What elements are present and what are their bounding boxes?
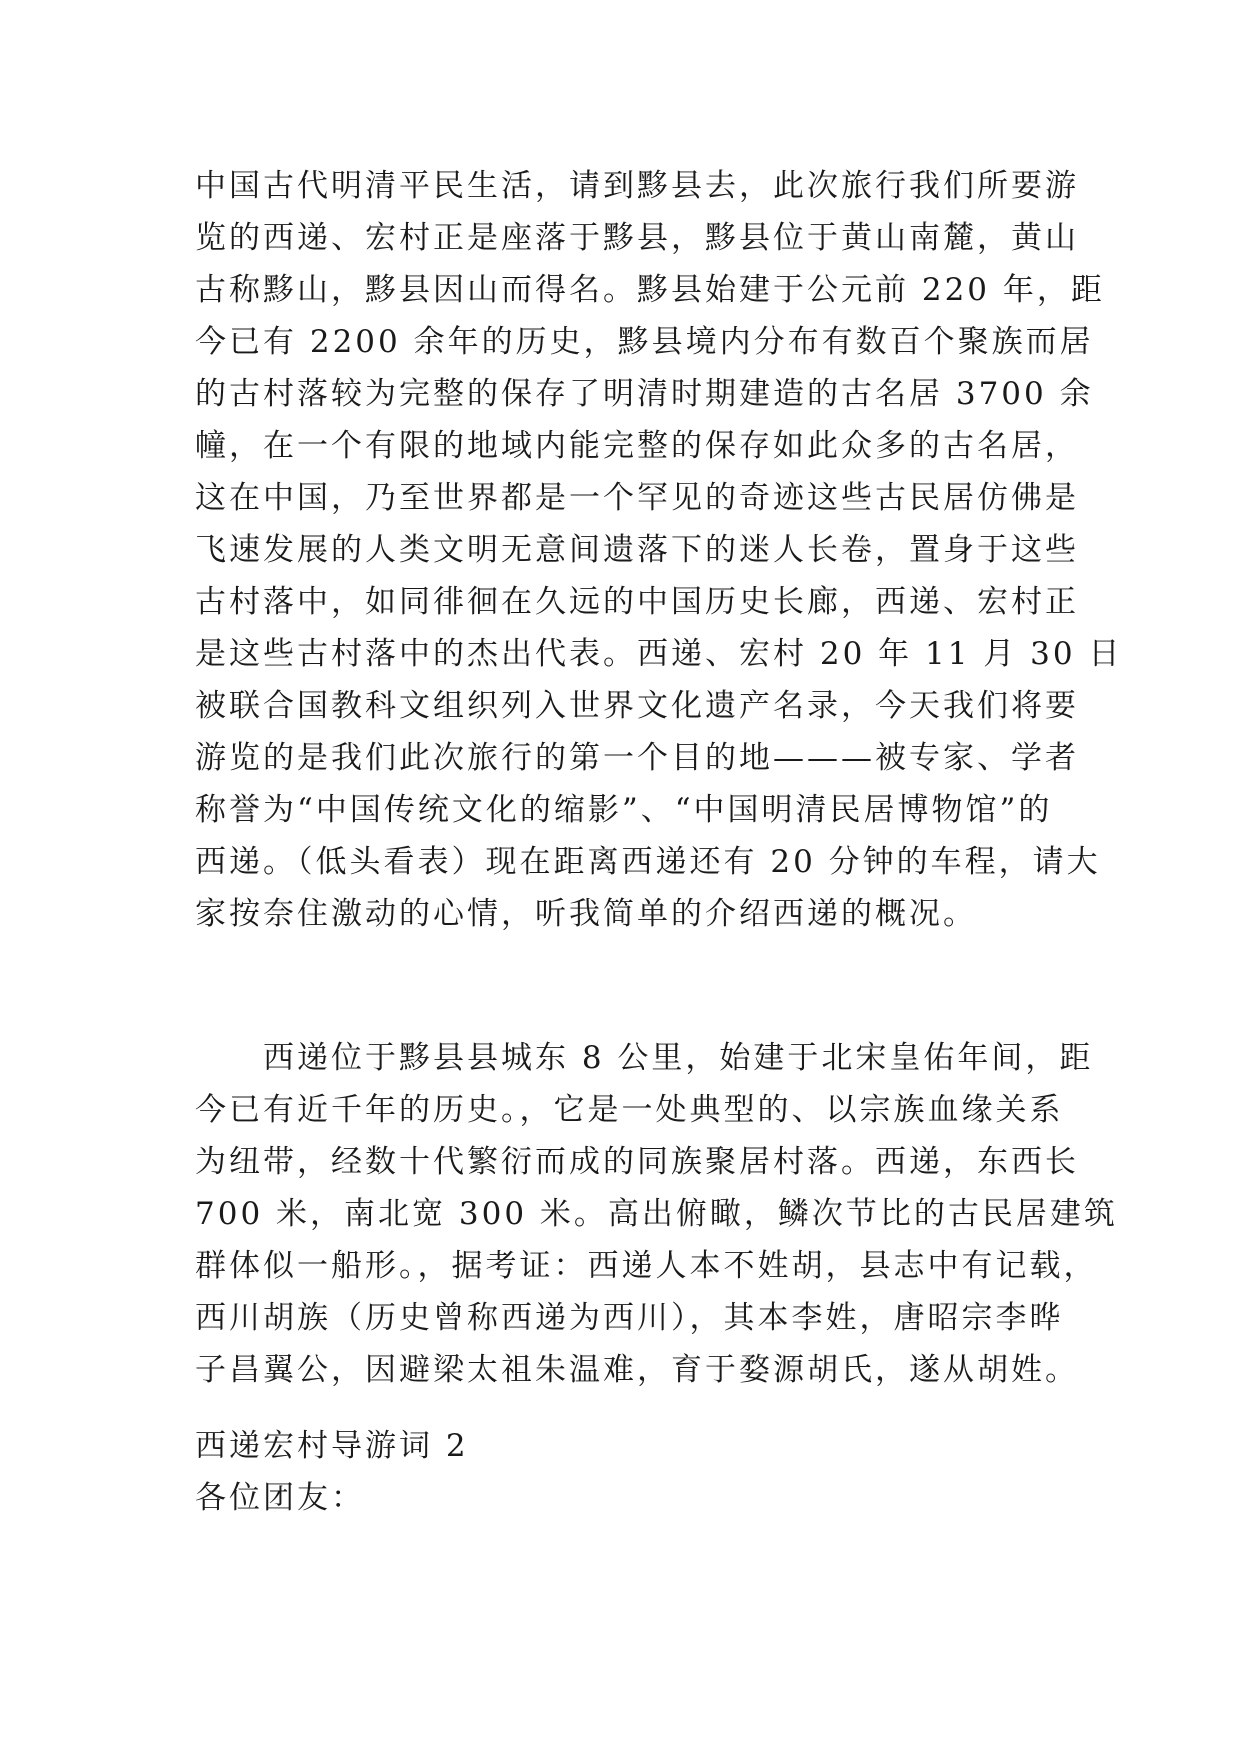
paragraph-line: 今已有近千年的历史。，它是一处典型的、以宗族血缘关系 [195, 1092, 1064, 1128]
section-start [195, 1420, 1047, 1524]
paragraph-line: 游览的是我们此次旅行的第一个目的地———被专家、学者 [195, 740, 1079, 776]
paragraph-line: 古称黟山，黟县因山而得名。黟县始建于公元前 220 年，距 [195, 272, 1105, 308]
paragraph-line: 为纽带，经数十代繁衍而成的同族聚居村落。西递，东西长 [195, 1144, 1079, 1180]
paragraph-line: 西川胡族（历史曾称西递为西川），其本李姓，唐昭宗李晔 [195, 1300, 1064, 1336]
paragraph-line: 览的西递、宏村正是座落于黟县，黟县位于黄山南麓，黄山 [195, 220, 1079, 256]
section-heading: 西递宏村导游词 2 [195, 1428, 469, 1464]
paragraph-line: 中国古代明清平民生活，请到黟县去，此次旅行我们所要游 [195, 168, 1079, 204]
paragraph-line: 群体似一船形。，据考证：西递人本不姓胡，县志中有记载， [195, 1248, 1098, 1284]
paragraph-line: 这在中国，乃至世界都是一个罕见的奇迹这些古民居仿佛是 [195, 480, 1079, 516]
paragraph-line: 是这些古村落中的杰出代表。西递、宏村 20 年 11 月 30 日 [195, 636, 1123, 672]
paragraph-1 [195, 160, 1123, 940]
paragraph-2 [195, 1032, 1118, 1396]
paragraph-line: 古村落中，如同徘徊在久远的中国历史长廊，西递、宏村正 [195, 584, 1079, 620]
greeting: 各位团友： [195, 1480, 365, 1516]
paragraph-line: 西递。（低头看表）现在距离西递还有 20 分钟的车程，请大 [195, 844, 1101, 880]
paragraph-line: 家按奈住激动的心情，听我简单的介绍西递的概况。 [195, 896, 977, 932]
paragraph-line: 飞速发展的人类文明无意间遗落下的迷人长卷，置身于这些 [195, 532, 1079, 568]
paragraph-line: 今已有 2200 余年的历史，黟县境内分布有数百个聚族而居 [195, 324, 1094, 360]
paragraph-line: 称誉为“中国传统文化的缩影”、“中国明清民居博物馆”的 [195, 792, 1053, 828]
paragraph-line: 的古村落较为完整的保存了明清时期建造的古名居 3700 余 [195, 376, 1094, 412]
paragraph-line: 被联合国教科文组织列入世界文化遗产名录，今天我们将要 [195, 688, 1079, 724]
paragraph-line: 子昌翼公，因避梁太祖朱温难，育于婺源胡氏，遂从胡姓。 [195, 1352, 1079, 1388]
paragraph-line: 700 米，南北宽 300 米。高出俯瞰，鳞次节比的古民居建筑 [195, 1196, 1118, 1232]
paragraph-line: 西递位于黟县县城东 8 公里，始建于北宋皇佑年间，距 [195, 1040, 1094, 1076]
paragraph-line: 幢，在一个有限的地域内能完整的保存如此众多的古名居， [195, 428, 1079, 464]
